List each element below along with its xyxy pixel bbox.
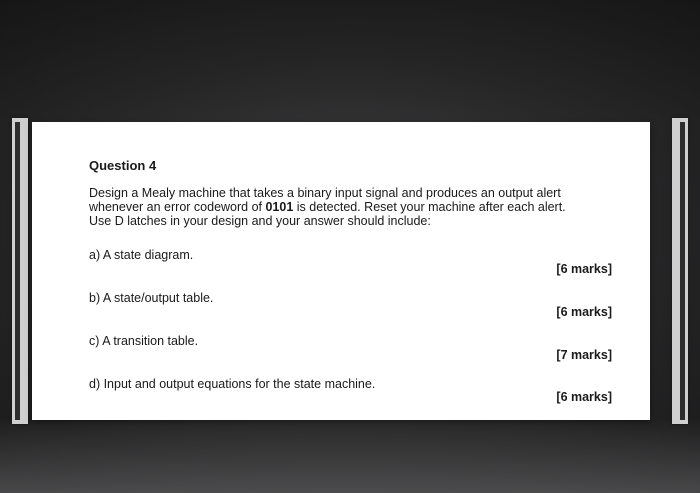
error-codeword: 0101	[265, 200, 294, 214]
intro-line-2-end: is detected. Reset your machine after each alert.	[293, 200, 566, 214]
part-d-marks: [6 marks]	[556, 390, 612, 404]
intro-line-2	[89, 200, 629, 214]
part-c-marks: [7 marks]	[556, 348, 612, 362]
intro-line-1: Design a Mealy machine that takes a binary input signal and produces an output alert	[89, 186, 561, 200]
intro-line-3: Use D latches in your design and your answer should include:	[89, 214, 431, 228]
left-frame-bar-inner	[15, 122, 20, 420]
background-bottom-reflection	[0, 418, 700, 493]
question-title: Question 4	[89, 158, 157, 173]
intro-line-2-start: whenever an error codeword of	[89, 200, 266, 214]
right-frame-bar-inner	[680, 122, 685, 420]
part-d-text: d) Input and output equations for the state machine.	[89, 377, 376, 391]
background-top-shade	[0, 0, 700, 120]
question-sheet	[32, 122, 650, 420]
right-frame-bar	[672, 118, 688, 424]
part-b-marks: [6 marks]	[556, 305, 612, 319]
part-a-marks: [6 marks]	[556, 262, 612, 276]
part-c-text: c) A transition table.	[89, 334, 199, 348]
part-a-text: a) A state diagram.	[89, 248, 194, 262]
part-b-text: b) A state/output table.	[89, 291, 214, 305]
left-frame-bar	[12, 118, 28, 424]
question-intro	[89, 186, 629, 228]
